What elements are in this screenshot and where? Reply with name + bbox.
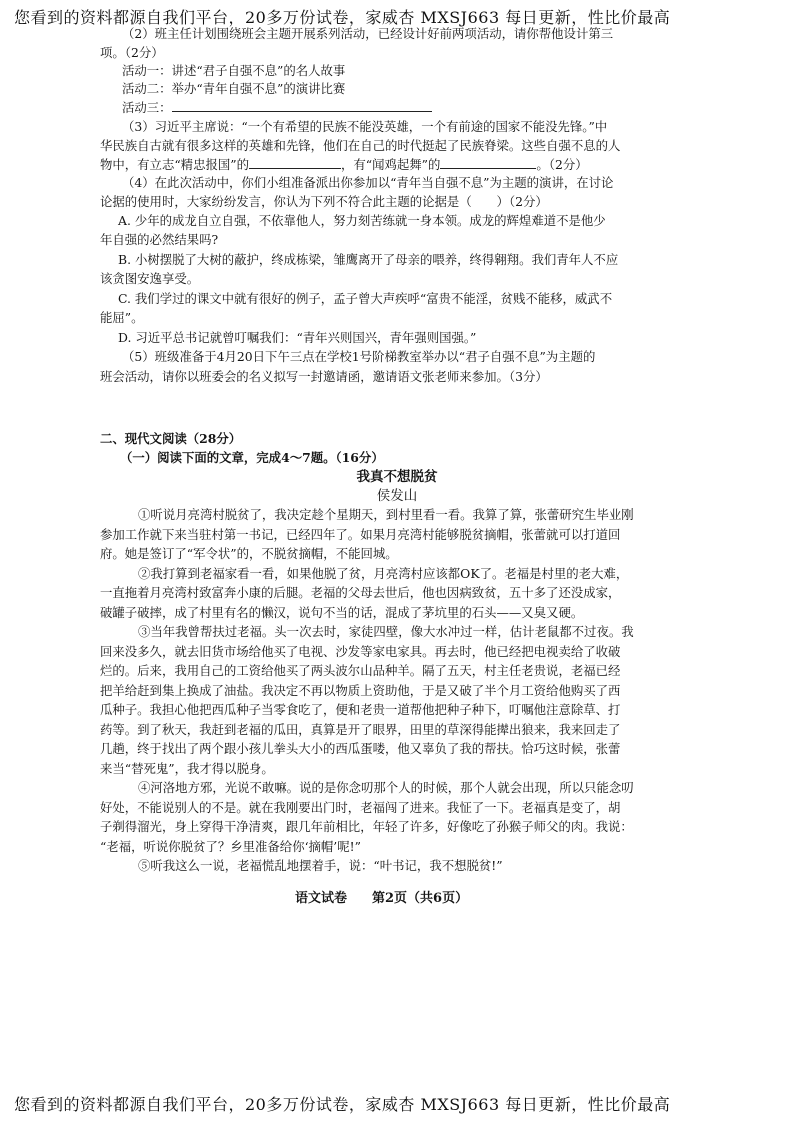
q4-option-d: D. 习近平总书记就曾叮嘱我们：“青年兴则国兴，青年强则国强。”: [118, 330, 477, 345]
q2-activity-3-label: 活动三：: [122, 100, 172, 115]
article-paragraph-line: 来当“替死鬼”，我才得以脱身。: [100, 761, 274, 776]
article-paragraph-line: 府。她是签订了“军令状”的，不脱贫摘帽，不能回城。: [100, 546, 398, 561]
article-paragraph-line: 瓜种子。我担心他把西瓜种子当零食吃了，便和老贵一道帮他把种子种下，叮嘱他注意除草、打: [100, 702, 621, 717]
q4-option-a-line-2: 年自强的必然结果吗?: [100, 232, 219, 247]
article-paragraph-line: 烂的。后来，我用自己的工资给他买了两头波尔山品种羊。隔了五天，村主任老贵说，老福已经: [100, 663, 621, 678]
q2-line-2: 项。（2分）: [100, 45, 164, 60]
article-paragraph-line: 把羊给赶到集上换成了油盐。我决定不再以物质上资助他，于是又破了半个月工资给他购买了西: [100, 683, 621, 698]
footer-page-number: 第2页（共6页）: [372, 891, 469, 906]
article-author: 侯发山: [376, 488, 418, 504]
article-paragraph-line: 破罐子破摔，成了村里有名的懒汉，说句不当的话，混成了茅坑里的石头——又臭又硬。: [100, 605, 584, 620]
q3-line-2: 华民族自古就有很多这样的英雄和先锋，他们在自己的时代挺起了民族脊梁。这些自强不息的人: [100, 138, 621, 153]
article-paragraph-line: 参加工作就下来当驻村第一书记，已经四年了。如果月亮湾村能够脱贫摘帽，张蕾就可以打道回: [100, 527, 621, 542]
q2-activity-2: 活动二：举办“青年自强不息”的演讲比赛: [122, 81, 346, 96]
article-paragraph-line: 回来没多久，就去旧货市场给他买了电视、沙发等家电家具。再去时，他已经把电视卖给了收破: [100, 644, 621, 659]
q4-line-2: 论据的使用时，大家纷纷发言，你认为下列不符合此主题的论据是（ ）（2分）: [100, 194, 548, 209]
q4-option-c-line-1: C. 我们学过的课文中就有很好的例子，孟子曾大声疾呼“富贵不能淫，贫贱不能移，威武不: [118, 291, 613, 306]
footer-subject: 语文试卷: [295, 891, 348, 906]
article-paragraph-line: 药等。到了秋天，我赶到老福的瓜田，真算是开了眼界，田里的草深得能撵出狼来，我来回走了: [100, 722, 621, 737]
section-heading: 二、现代文阅读（28分）: [100, 431, 242, 446]
article-paragraph-line: 几趟，终于找出了两个跟小孩儿拳头大小的西瓜蛋喽，他又辜负了我的帮扶。恰巧这时候，张蕾: [100, 741, 621, 756]
article-paragraph-line: ②我打算到老福家看一看，如果他脱了贫，月亮湾村应该都OK了。老福是村里的老大难，: [138, 566, 629, 581]
q3-line-3a: 物中，有立志“精忠报国”的: [100, 157, 249, 172]
q3-line-3: [100, 156, 588, 173]
article-paragraph-line: ④河洛地方邪，光说不敢嘛。说的是你念叨那个人的时候，那个人就会出现，所以只能念叨: [138, 780, 634, 795]
watermark-banner-bottom: 您看到的资料都源自我们平台，20多万份试卷，家威杏 MXSJ663 每日更新，性比价最高: [14, 1095, 671, 1114]
q2-activity-1: 活动一：讲述“君子自强不息”的名人故事: [122, 63, 346, 78]
article-paragraph-line: ⑤听我这么一说，老福慌乱地摆着手，说：“叶书记，我不想脱贫!”: [138, 858, 503, 873]
article-paragraph-line: “老福，听说你脱贫了？乡里准备给你‘摘帽’呢!”: [100, 839, 361, 854]
q3-line-3b: ，有“闻鸡起舞”的: [340, 157, 441, 172]
q2-activity-3: [122, 99, 432, 116]
q2-line-1: （2）班主任计划围绕班会主题开展系列活动，已经设计好前两项活动，请你帮他设计第三: [122, 26, 614, 41]
watermark-banner-top: 您看到的资料都源自我们平台，20多万份试卷，家威杏 MXSJ663 每日更新，性比价最高: [14, 8, 671, 27]
q3-line-1: （3）习近平主席说：“一个有希望的民族不能没英雄，一个有前途的国家不能没先锋。”中: [122, 119, 608, 134]
article-paragraph-line: 一直拖着月亮湾村致富奔小康的后腿。老福的父母去世后，他也因病致贫，五十多了还没成家，: [100, 585, 621, 600]
article-paragraph-line: ①听说月亮湾村脱贫了，我决定趁个星期天，到村里看一看。我算了算，张蕾研究生毕业刚: [138, 507, 634, 522]
article-title: 我真不想脱贫: [356, 469, 438, 485]
answer-blank[interactable]: [440, 156, 536, 169]
answer-blank[interactable]: [249, 156, 341, 169]
q3-line-3c: 。（2分）: [536, 157, 588, 172]
article-paragraph-line: 好处，不能说别人的不是。就在我刚要出门时，老福闯了进来。我怔了一下。老福真是变了，胡: [100, 800, 621, 815]
article-paragraph-line: 子剃得溜光，身上穿得干净清爽，跟几年前相比，年轻了许多，好像吃了孙猴子师父的肉。我说：: [100, 819, 633, 834]
section-subheading: （一）阅读下面的文章，完成4～7题。（16分）: [120, 450, 384, 465]
q5-line-1: （5）班级准备于4月20日下午三点在学校1号阶梯教室举办以“君子自强不息”为主题的: [122, 349, 596, 364]
q5-line-2: 班会活动，请你以班委会的名义拟写一封邀请函，邀请语文张老师来参加。（3分）: [100, 369, 548, 384]
article-paragraph-line: ③当年我曾帮扶过老福。头一次去时，家徒四壁，像大水冲过一样，估计老鼠都不过夜。我: [138, 624, 634, 639]
q4-option-c-line-2: 能屈”。: [100, 310, 144, 325]
q4-option-b-line-1: B. 小树摆脱了大树的蔽护，终成栋梁，雏鹰离开了母亲的喂养，终得翱翔。我们青年人不应: [118, 252, 619, 267]
q4-line-1: （4）在此次活动中，你们小组准备派出你参加以“青年当自强不息”为主题的演讲，在讨论: [122, 175, 614, 190]
q4-option-b-line-2: 该贪图安逸享受。: [100, 271, 200, 286]
q4-option-a-line-1: A. 少年的成龙自立自强，不依靠他人，努力刻苦练就一身本领。成龙的辉煌难道不是他少: [118, 213, 606, 228]
answer-blank[interactable]: [172, 99, 432, 112]
